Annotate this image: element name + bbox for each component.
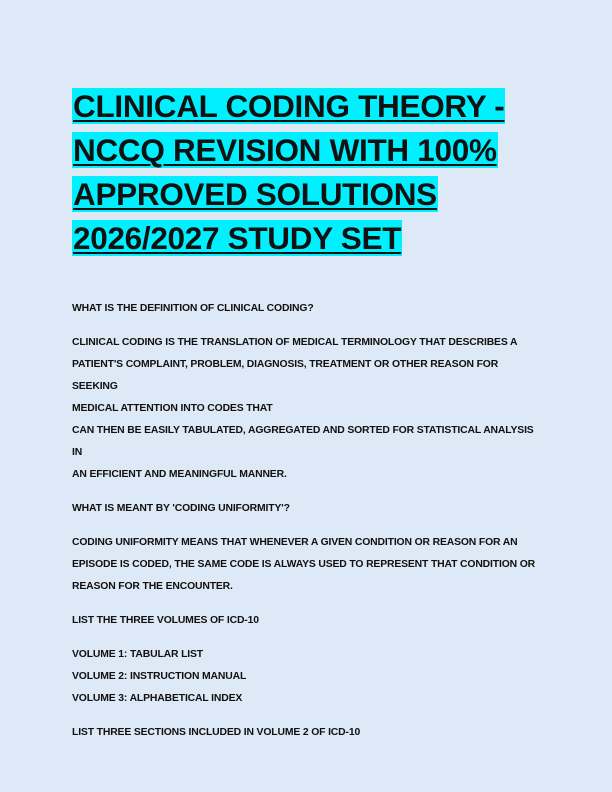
- document-title-text: CLINICAL CODING THEORY - NCCQ REVISION WITH 100% APPROVED SOLUTIONS 2026/2027 STUDY SET: [73, 88, 505, 256]
- answer-1-line-5: AN EFFICIENT AND MEANINGFUL MANNER.: [72, 469, 287, 480]
- answer-3: [72, 644, 542, 710]
- question-2: WHAT IS MEANT BY 'CODING UNIFORMITY'?: [72, 503, 290, 514]
- document-page: [72, 84, 542, 756]
- answer-2: [72, 532, 542, 598]
- answer-3-line-1: VOLUME 1: TABULAR LIST: [72, 649, 204, 660]
- question-3: LIST THE THREE VOLUMES OF ICD-10: [72, 615, 259, 626]
- document-title: [72, 84, 542, 260]
- answer-2-line-2: EPISODE IS CODED, THE SAME CODE IS ALWAYS USED TO REPRESENT THAT CONDITION OR: [72, 559, 536, 570]
- question-1: WHAT IS THE DEFINITION OF CLINICAL CODING?: [72, 303, 314, 314]
- answer-1: [72, 332, 542, 486]
- answer-1-line-3: MEDICAL ATTENTION INTO CODES THAT: [72, 403, 273, 414]
- document-body: [72, 298, 542, 744]
- answer-2-line-3: REASON FOR THE ENCOUNTER.: [72, 581, 233, 592]
- question-4: LIST THREE SECTIONS INCLUDED IN VOLUME 2 OF ICD-10: [72, 727, 361, 738]
- answer-1-line-2: PATIENT'S COMPLAINT, PROBLEM, DIAGNOSIS, TREATMENT OR OTHER REASON FOR SEEKING: [72, 359, 499, 392]
- answer-3-line-2: VOLUME 2: INSTRUCTION MANUAL: [72, 671, 247, 682]
- answer-2-line-1: CODING UNIFORMITY MEANS THAT WHENEVER A GIVEN CONDITION OR REASON FOR AN: [72, 537, 518, 548]
- answer-3-line-3: VOLUME 3: ALPHABETICAL INDEX: [72, 693, 243, 704]
- answer-1-line-4: CAN THEN BE EASILY TABULATED, AGGREGATED AND SORTED FOR STATISTICAL ANALYSIS IN: [72, 425, 534, 458]
- answer-1-line-1: CLINICAL CODING IS THE TRANSLATION OF MEDICAL TERMINOLOGY THAT DESCRIBES A: [72, 337, 518, 348]
